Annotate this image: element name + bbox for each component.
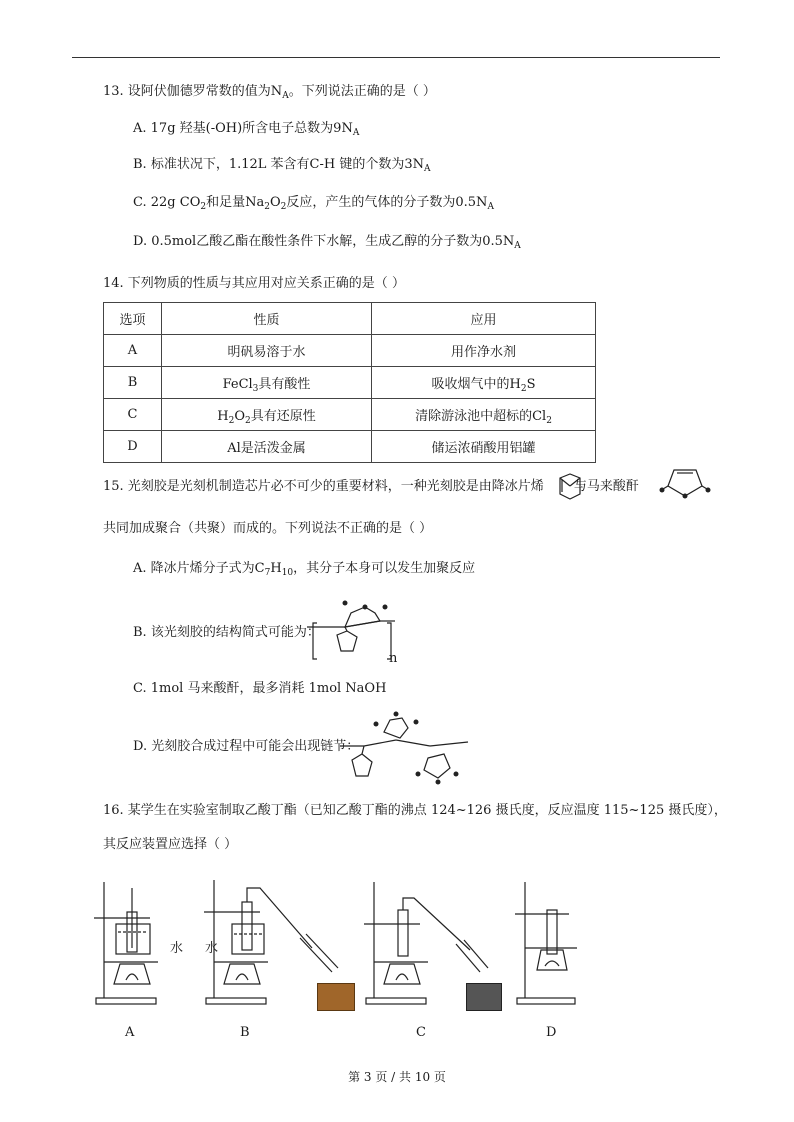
q15-stem-line1: 15. 光刻胶是光刻机制造芯片必不可少的重要材料，一种光刻胶是由降冰片烯 与马来酸酐 bbox=[103, 479, 639, 494]
table-cell: $H_2O_2$具有还原性 bbox=[162, 399, 372, 431]
water-label-b: 水 bbox=[205, 941, 219, 956]
table-cell: A bbox=[104, 335, 162, 367]
table-cell: FeCl$_3$具有酸性 bbox=[162, 367, 372, 399]
polymer-structure-icon bbox=[305, 595, 398, 667]
table-header-cell: 应用 bbox=[372, 303, 596, 335]
q13-option-a: A. 17g 羟基(-OH)所含电子总数为$9N_A$ bbox=[133, 121, 360, 138]
table-header-cell: 选项 bbox=[104, 303, 162, 335]
table-row bbox=[104, 431, 596, 463]
table-cell: B bbox=[104, 367, 162, 399]
table-cell: 清除游泳池中超标的$Cl_2$ bbox=[372, 399, 596, 431]
apparatus-d-direct-heating-icon bbox=[505, 880, 585, 1010]
q15-option-c: C. 1mol 马来酸酐，最多消耗 1mol NaOH bbox=[133, 681, 387, 696]
table-cell: C bbox=[104, 399, 162, 431]
chain-segment-structure-icon bbox=[340, 712, 480, 790]
table-cell: Al是活泼金属 bbox=[162, 431, 372, 463]
apparatus-label-b: B bbox=[240, 1025, 250, 1040]
q15-option-d: D. 光刻胶合成过程中可能会出现链节： bbox=[133, 739, 360, 754]
wooden-block bbox=[317, 983, 355, 1011]
table-row bbox=[104, 399, 596, 431]
norbornene-structure-icon bbox=[556, 472, 584, 502]
header-rule bbox=[72, 57, 720, 58]
q14-stem: 14. 下列物质的性质与其应用对应关系正确的是（ ） bbox=[103, 276, 405, 291]
table-row bbox=[104, 367, 596, 399]
page-footer: 第 3 页 / 共 10 页 bbox=[348, 1070, 446, 1084]
table-cell: 用作净水剂 bbox=[372, 335, 596, 367]
table-cell: 储运浓硝酸用铝罐 bbox=[372, 431, 596, 463]
q15-option-b: B. 该光刻胶的结构简式可能为： bbox=[133, 625, 320, 640]
q13-option-d: D. 0.5mol乙酸乙酯在酸性条件下水解，生成乙醇的分子数为$0.5N_A$ bbox=[133, 234, 521, 251]
q15-option-a: A. 降冰片烯分子式为$C_7H_{10}$，其分子本身可以发生加聚反应 bbox=[133, 561, 476, 578]
table-cell: 吸收烟气中的$H_2S$ bbox=[372, 367, 596, 399]
table-header-row bbox=[104, 303, 596, 335]
maleic-anhydride-structure-icon bbox=[656, 462, 716, 504]
q14-table bbox=[103, 302, 596, 463]
apparatus-label-a: A bbox=[125, 1025, 135, 1040]
q13-stem: 13. 设阿伏伽德罗常数的值为$N_A$。下列说法正确的是（ ） bbox=[103, 84, 436, 101]
table-row bbox=[104, 335, 596, 367]
apparatus-label-c: C bbox=[416, 1025, 426, 1040]
q13-option-b: B. 标准状况下，1.12L 苯含有C-H 键的个数为$3N_A$ bbox=[133, 157, 431, 174]
water-label-a: 水 bbox=[170, 941, 184, 956]
q15-stem-line2: 共同加成聚合（共聚）而成的。下列说法不正确的是（ ） bbox=[103, 521, 433, 536]
q16-stem-line2: 其反应装置应选择（ ） bbox=[103, 837, 238, 852]
q13-option-c: C. 22g $CO_2$和足量$Na_2O_2$反应，产生的气体的分子数为$0.5N_A$ bbox=[133, 195, 494, 212]
apparatus-label-d: D bbox=[546, 1025, 557, 1040]
table-cell: 明矾易溶于水 bbox=[162, 335, 372, 367]
dark-block bbox=[466, 983, 502, 1011]
polymer-repeat-n: n bbox=[389, 651, 398, 666]
apparatus-a-water-bath-icon bbox=[90, 880, 180, 1010]
q16-stem-line1: 16. 某学生在实验室制取乙酸丁酯（已知乙酸丁酯的沸点 124~126 摄氏度，反应温度 115~125 摄氏度）， bbox=[103, 803, 727, 818]
table-header-cell: 性质 bbox=[162, 303, 372, 335]
table-cell: D bbox=[104, 431, 162, 463]
